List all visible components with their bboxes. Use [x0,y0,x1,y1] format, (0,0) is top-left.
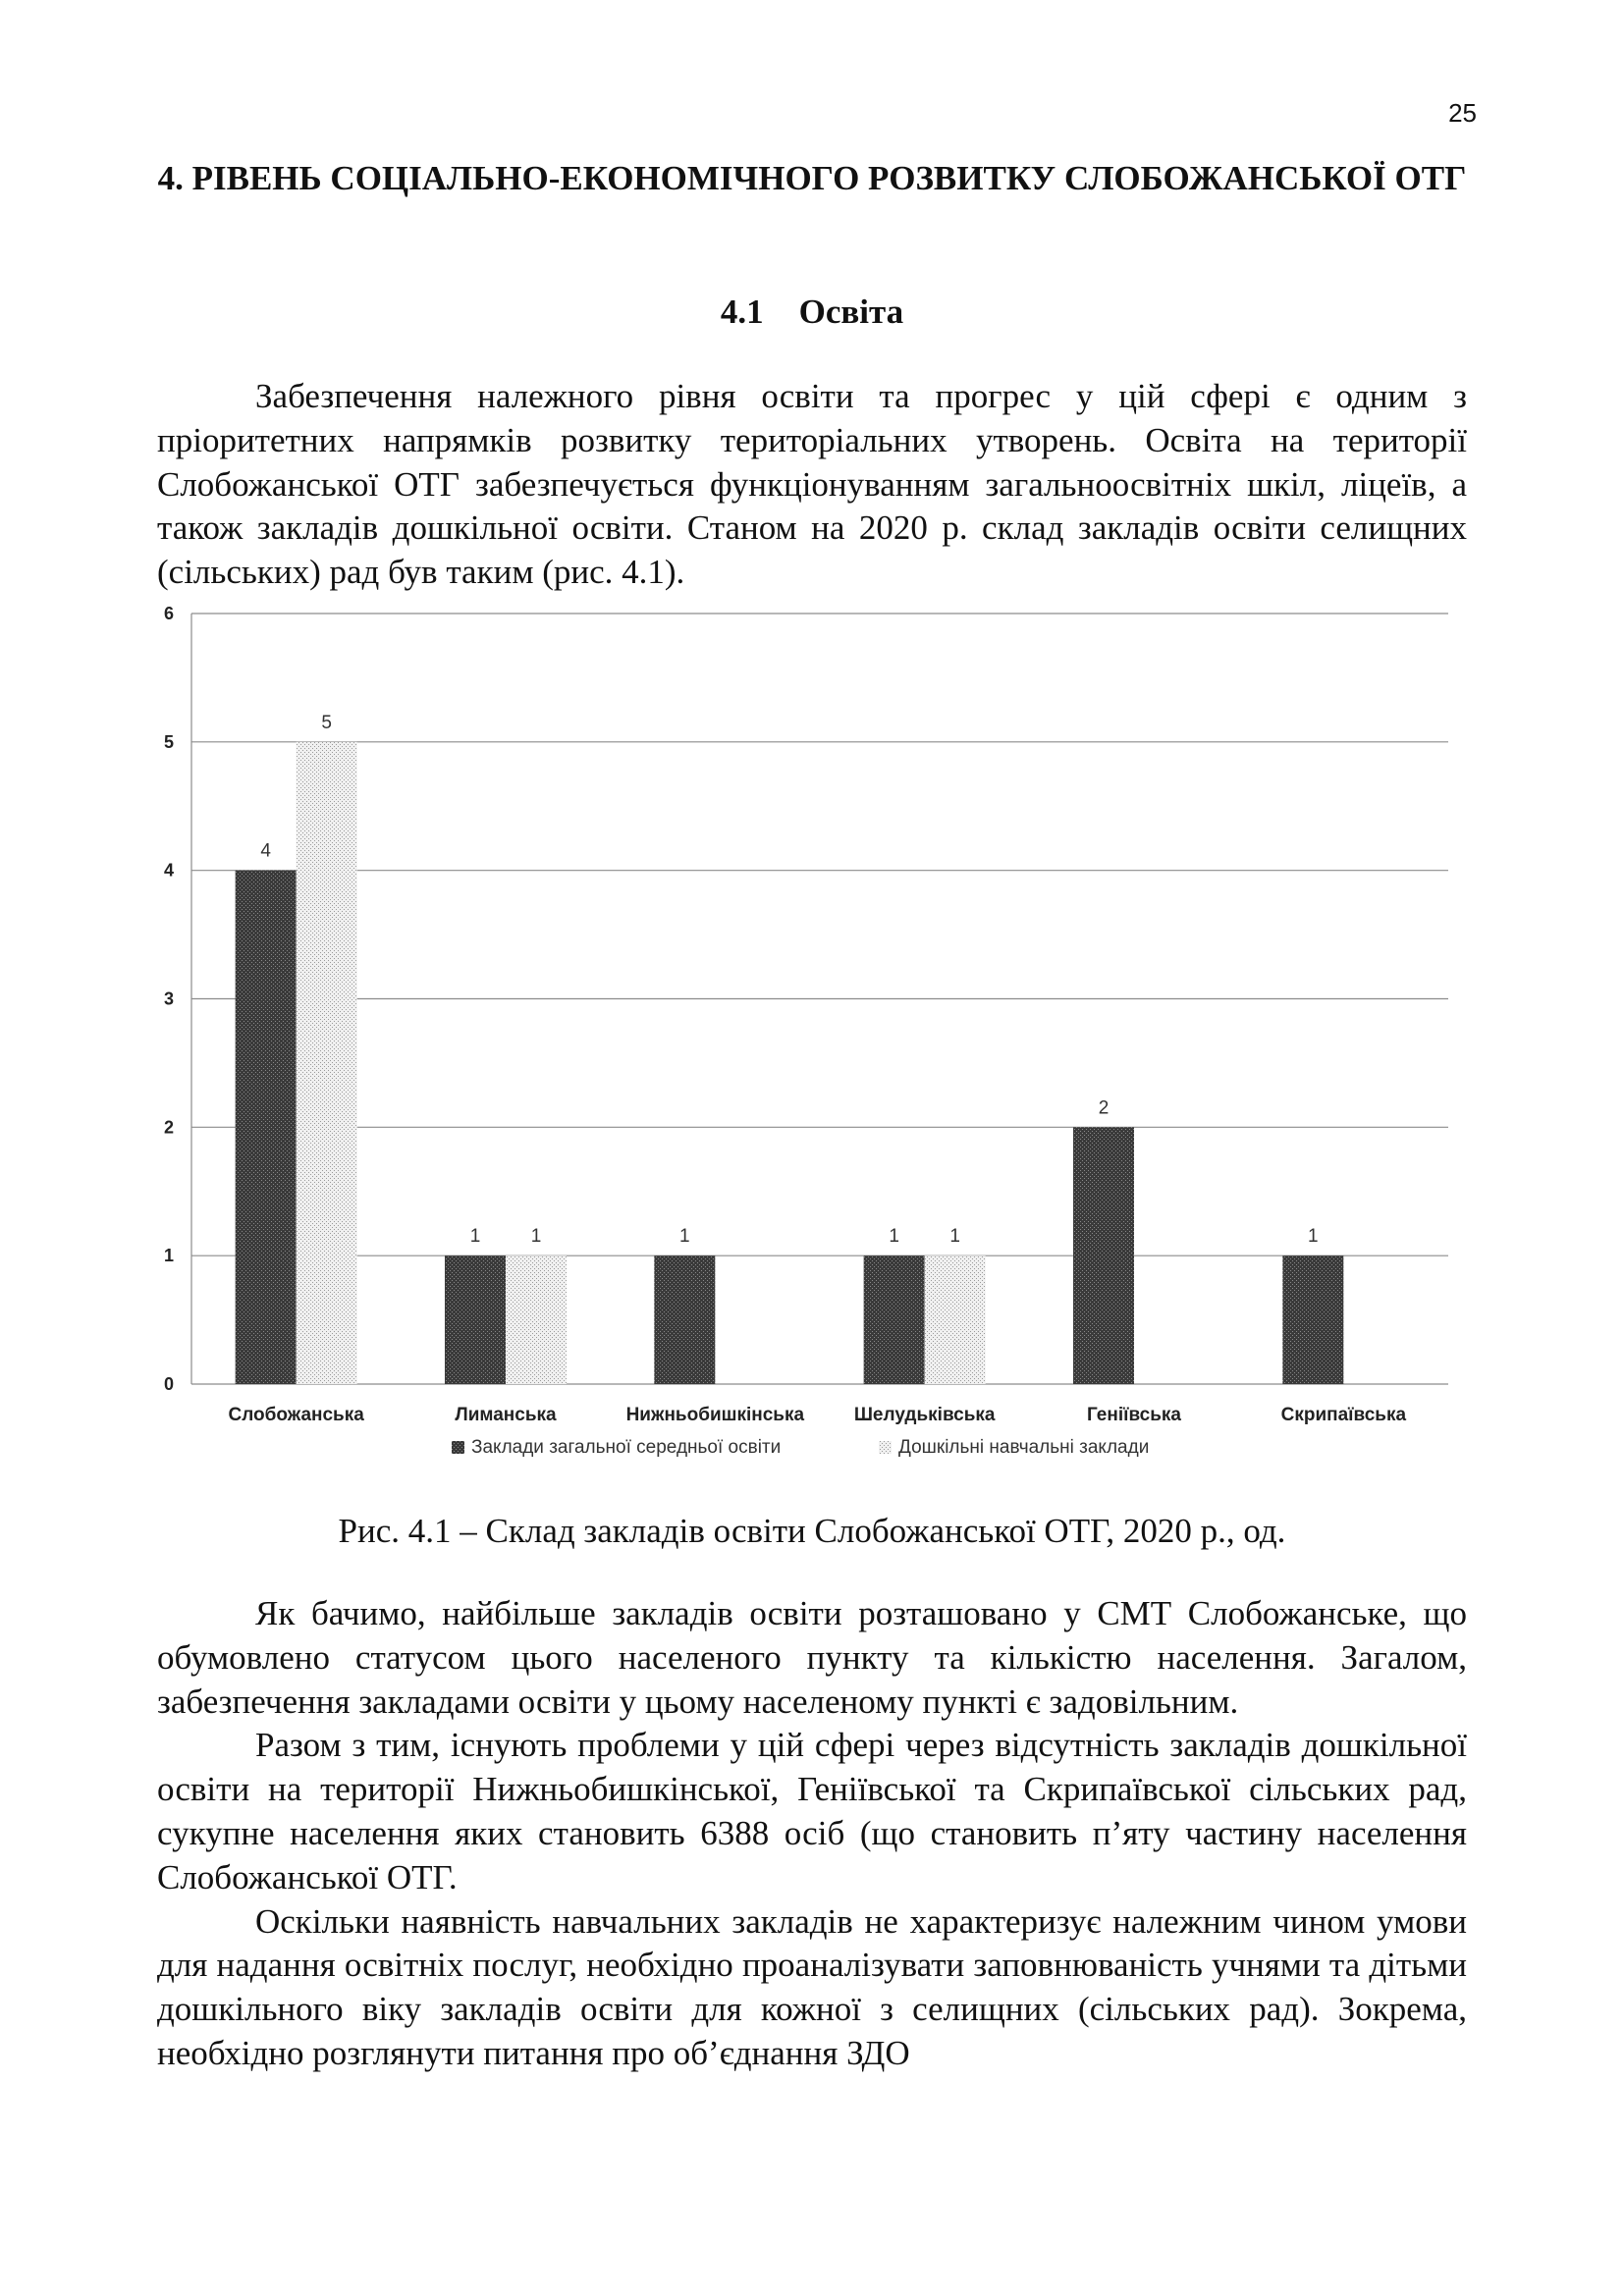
y-tick-label: 1 [163,1246,174,1266]
data-label: 1 [1308,1226,1319,1248]
data-label: 2 [1098,1097,1110,1119]
bar-general-schools [236,871,297,1384]
data-label: 1 [469,1226,481,1248]
x-tick-label: Скрипаївська [1280,1405,1407,1425]
y-tick-label: 2 [163,1117,174,1138]
bar-general-schools [1073,1127,1134,1384]
bar-preschools [506,1255,567,1384]
x-tick-label: Шелудьківська [853,1405,996,1425]
bar-chart [147,599,1463,1482]
section-heading [157,291,1467,334]
data-label: 1 [679,1226,690,1248]
legend-swatch [879,1441,892,1454]
bar-general-schools [1282,1255,1343,1384]
paragraph-3: Оскільки наявність навчальних закладів не характеризує належним чином умови для надання освітніх послуг, необхідно проаналізувати заповнюваність учнями та дітьми дошкільного віку закладів освіти для кожної з селищних (сільських рад). Зокрема, необхідно розглянути питання про об’єднання ЗДО [157,1901,1467,2072]
data-label: 1 [889,1226,899,1248]
figure-caption: Рис. 4.1 – Склад закладів освіти Слобожанської ОТГ, 2020 р., од. [338,1512,1286,1550]
bar-general-schools [864,1255,925,1384]
bar-preschools [297,742,357,1384]
figure-4-1 [147,599,1463,1482]
x-tick-label: Геніївська [1086,1405,1182,1425]
paragraph-2: Разом з тим, існують проблеми у цій сфері через відсутність закладів дошкільної освіти на території Нижньобишкінської, Геніївської та Скрипаївської сільських рад, сукупне населення яких становить 6388 осіб (що становить п’яту частину населення Слобожанської ОТГ. [157,1726,1467,1896]
intro-paragraph: Забезпечення належного рівня освіти та прогрес у цій сфері є одним з пріоритетних напрямків розвитку територіальних утворень. Освіта на території Слобожанської ОТГ забезпечується функціонуванням загальноосвітніх шкіл, ліцеїв, а також закладів дошкільної освіти. Станом на 2020 р. склад закладів освіти селищних (сільських) рад був таким (рис. 4.1). [157,377,1467,592]
data-label: 5 [321,712,332,733]
bar-preschools [925,1255,986,1384]
x-tick-label: Нижньобишкінська [625,1405,805,1425]
legend-label: Заклади загальної середньої освіти [471,1437,782,1458]
legend-swatch [452,1441,464,1454]
chapter-title: 4. РІВЕНЬ СОЦІАЛЬНО-ЕКОНОМІЧНОГО РОЗВИТКУ СЛОБОЖАНСЬКОЇ ОТГ [157,159,1467,197]
paragraph-1: Як бачимо, найбільше закладів освіти розташовано у СМТ Слобожанське, що обумовлено статусом цього населеного пункту та кількістю населення. Загалом, забезпечення закладами освіти у цьому населеному пункті є задовільним. [157,1594,1467,1721]
y-tick-label: 4 [163,860,174,881]
y-tick-label: 5 [163,731,174,752]
analysis-text [157,1592,1467,2076]
data-label: 1 [530,1226,542,1248]
y-tick-label: 0 [163,1374,174,1394]
page-number: 25 [1448,98,1477,128]
x-tick-label: Лиманська [455,1405,557,1425]
bar-general-schools [445,1255,506,1384]
data-label: 1 [949,1226,960,1248]
y-tick-label: 6 [163,604,174,623]
section-title: Освіта [798,293,904,331]
data-label: 4 [260,840,271,862]
bar-general-schools [654,1255,715,1384]
legend-label: Дошкільні навчальні заклади [898,1437,1150,1458]
y-tick-label: 3 [163,988,174,1009]
x-tick-label: Слобожанська [228,1405,364,1425]
section-number: 4.1 [720,293,764,331]
intro-text [157,375,1467,595]
